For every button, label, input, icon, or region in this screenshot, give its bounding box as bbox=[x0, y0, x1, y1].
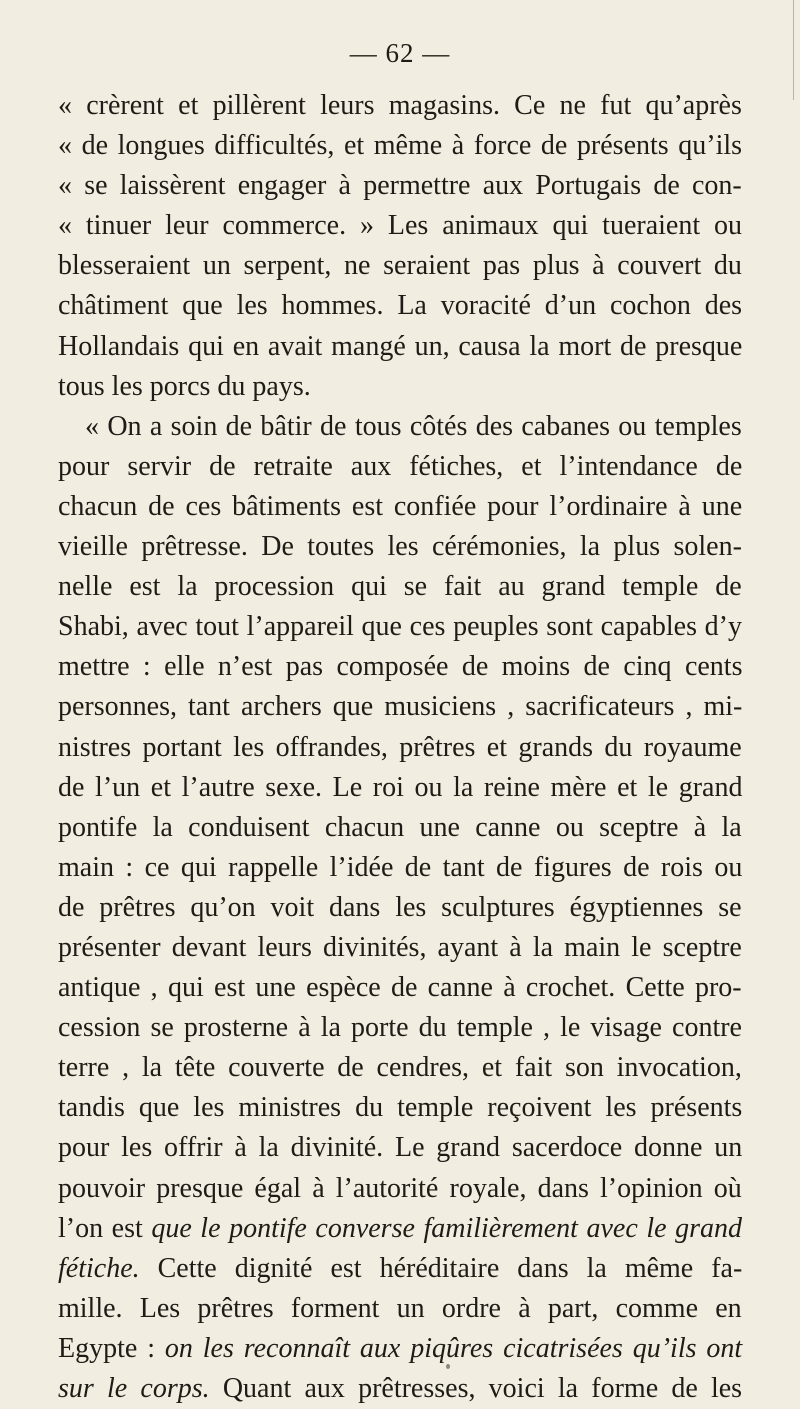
text-run: Quant aux prêtresses, voici la forme de les bbox=[209, 1373, 743, 1404]
text-run: de prêtres qu’on voit dans les sculptures égyptiennes se bbox=[58, 891, 742, 923]
text-line bbox=[58, 888, 798, 928]
text-line bbox=[58, 487, 798, 527]
text-run: mettre : elle n’est pas composée de moins de cinq cents bbox=[58, 651, 743, 683]
page-number: — 62 — bbox=[349, 38, 451, 68]
text-run: « se laissèrent engager à permettre aux Portugais de con- bbox=[58, 170, 742, 202]
text-line bbox=[58, 1008, 798, 1048]
text-line bbox=[58, 728, 798, 768]
text-run: personnes, tant archers que musiciens , sacrificateurs , mi- bbox=[58, 691, 743, 723]
text-run: mille. Les prêtres forment un ordre à part, comme en bbox=[58, 1292, 742, 1324]
text-run: vieille prêtresse. De toutes les cérémonies, la plus solen- bbox=[58, 531, 742, 563]
italic-text: fétiche. bbox=[58, 1252, 140, 1284]
text-run: pour servir de retraite aux fétiches, et l’intendance de bbox=[58, 450, 743, 482]
text-run: pouvoir presque égal à l’autorité royale, dans l’opinion où bbox=[58, 1172, 742, 1204]
text-line bbox=[58, 246, 798, 286]
text-line bbox=[58, 808, 798, 848]
text-line bbox=[58, 327, 798, 367]
text-run: « crèrent et pillèrent leurs magasins. Ce ne fut qu’après bbox=[58, 90, 742, 121]
text-run: cession se prosterne à la porte du temple , le visage contre bbox=[58, 1012, 742, 1044]
text-line bbox=[58, 1088, 798, 1128]
text-line bbox=[58, 1209, 798, 1249]
text-line bbox=[58, 447, 798, 487]
text-run: Cette dignité est héréditaire dans la même fa- bbox=[139, 1252, 743, 1284]
text-run: châtiment que les hommes. La voracité d’un cochon des bbox=[58, 290, 743, 322]
text-run: Shabi, avec tout l’appareil que ces peuples sont capables d’y bbox=[58, 611, 742, 643]
text-run: « tinuer leur commerce. » Les animaux qui tueraient ou bbox=[58, 210, 743, 242]
italic-text: sur le corps. bbox=[58, 1373, 210, 1404]
text-run: « de longues difficultés, et même à force de présents qu’ils bbox=[58, 130, 743, 162]
text-line bbox=[58, 647, 798, 687]
text-line bbox=[58, 367, 798, 407]
italic-text: que le pontife converse familièrement avec le grand bbox=[151, 1212, 742, 1244]
text-line bbox=[58, 286, 798, 326]
italic-text: on les reconnaît aux piqûres cicatrisées qu’ils ont bbox=[164, 1332, 743, 1364]
text-run: tandis que les ministres du temple reçoivent les présents bbox=[58, 1092, 743, 1124]
ink-speck bbox=[446, 1364, 450, 1369]
text-run: tous les porcs du pays. bbox=[58, 370, 311, 402]
text-run: Egypte : bbox=[58, 1332, 165, 1364]
text-run: nistres portant les offrandes, prêtres et grands du royaume bbox=[58, 731, 742, 763]
text-line bbox=[58, 1289, 798, 1329]
text-run: antique , qui est une espèce de canne à crochet. Cette pro- bbox=[58, 972, 742, 1004]
text-line bbox=[58, 206, 798, 246]
text-line bbox=[58, 607, 798, 647]
text-line bbox=[58, 768, 798, 808]
text-line bbox=[58, 1369, 798, 1409]
text-line bbox=[58, 687, 798, 727]
body-text bbox=[58, 86, 798, 1409]
text-run: pontife la conduisent chacun une canne ou sceptre à la bbox=[58, 811, 742, 843]
text-run: chacun de ces bâtiments est confiée pour l’ordinaire à une bbox=[58, 490, 743, 522]
text-line bbox=[58, 848, 798, 888]
text-line bbox=[58, 1048, 798, 1088]
text-run: de l’un et l’autre sexe. Le roi ou la reine mère et le grand bbox=[58, 771, 743, 803]
text-run: main : ce qui rappelle l’idée de tant de figures de rois ou bbox=[58, 851, 743, 883]
text-line bbox=[58, 527, 798, 567]
text-run: présenter devant leurs divinités, ayant à la main le sceptre bbox=[58, 931, 742, 963]
text-line bbox=[58, 1128, 798, 1168]
text-line bbox=[58, 126, 798, 166]
text-run: nelle est la procession qui se fait au grand temple de bbox=[58, 571, 742, 603]
text-line bbox=[58, 166, 798, 206]
text-line bbox=[58, 407, 798, 447]
text-run: Hollandais qui en avait mangé un, causa la mort de presque bbox=[58, 330, 743, 362]
text-run: pour les offrir à la divinité. Le grand sacerdoce donne un bbox=[58, 1132, 743, 1164]
text-line bbox=[58, 928, 798, 968]
text-run: l’on est bbox=[58, 1212, 152, 1244]
text-run: terre , la tête couverte de cendres, et fait son invocation, bbox=[58, 1052, 742, 1084]
text-line bbox=[58, 567, 798, 607]
text-line bbox=[58, 1249, 798, 1289]
text-line bbox=[58, 968, 798, 1008]
text-line bbox=[58, 1329, 798, 1369]
text-run: « On a soin de bâtir de tous côtés des cabanes ou temples bbox=[85, 410, 742, 442]
text-run: blesseraient un serpent, ne seraient pas plus à couvert du bbox=[58, 250, 742, 282]
text-line bbox=[58, 86, 798, 126]
text-line bbox=[58, 1169, 798, 1209]
